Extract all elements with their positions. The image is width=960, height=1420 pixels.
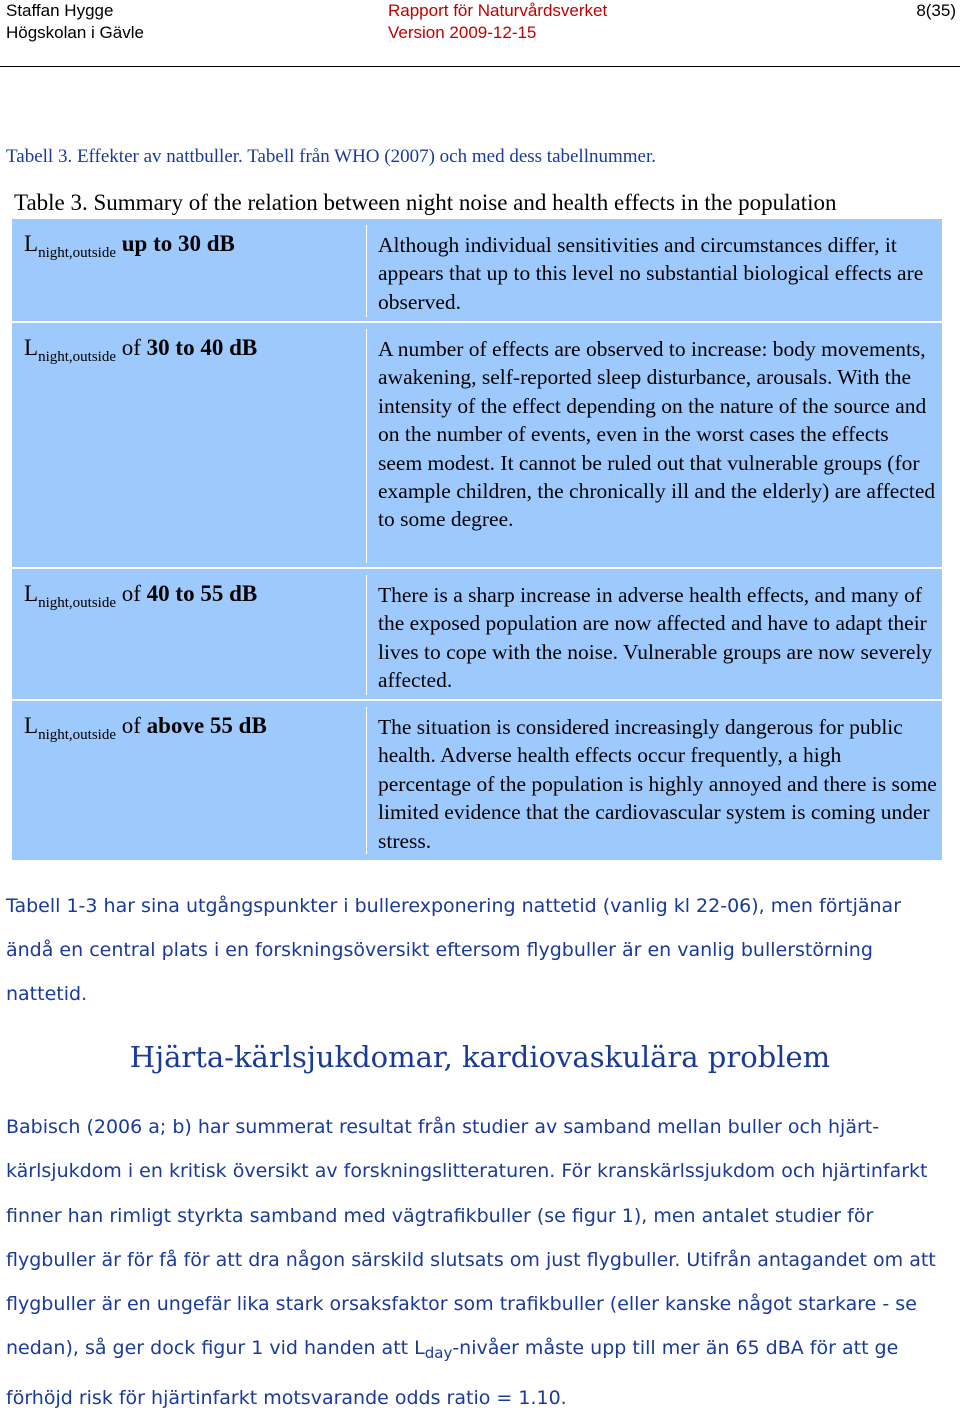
column-divider (366, 329, 367, 563)
header-author: Staffan Hygge (6, 1, 114, 20)
page-header (0, 0, 960, 68)
column-divider (366, 707, 367, 854)
header-rule (0, 66, 960, 67)
table-row (12, 219, 942, 323)
noise-level-cell: $L_{night,outside}$ of 40 to 55 dB (24, 581, 258, 611)
header-institution: Högskolan i Gävle (6, 23, 144, 42)
column-divider (366, 575, 367, 695)
body-paragraph: Babisch (2006 a; b) har summerat resultat från studier av samband mellan buller och hjärt-kärlsjukdom i en kritisk översikt av forskningslitteraturen. För kranskärlssjukdom och hjärtinfarkt finner han rimligt styrkta samband med vägtrafikbuller (se figur 1), men antalet studier för flygbuller är för få för att dra någon särskild slutsats om just flygbuller. Utifrån antagandet om att flygbuller är en ungefär lika stark orsaksfaktor som trafikbuller (eller kanske något starkare - se nedan), så ger dock figur 1 vid handen att $L_{day}$-nivåer måste upp till mer än 65 dBA för att ge förhöjd risk för hjärtinfarkt motsvarande odds ratio = 1.10. (6, 1116, 936, 1409)
column-divider (366, 225, 367, 317)
section-heading: Hjärta-kärlsjukdomar, kardiovaskulära problem (129, 1040, 831, 1074)
table-caption: Tabell 3. Effekter av nattbuller. Tabell från WHO (2007) och med dess tabellnummer. (6, 146, 657, 167)
noise-level-cell: $L_{night,outside}$ of 30 to 40 dB (24, 335, 258, 365)
body-paragraph: Tabell 1-3 har sina utgångspunkter i bullerexponering nattetid (vanlig kl 22-06), men förtjänar ändå en central plats i en forskningsöversikt eftersom flygbuller är en vanlig bullerstörning nattetid. (6, 895, 902, 1005)
health-effect-cell: Although individual sensitivities and circumstances differ, it appears that up to this level no substantial biological effects are observed. (378, 233, 924, 314)
table-title: Table 3. Summary of the relation between night noise and health effects in the population (14, 190, 837, 215)
table-row (12, 701, 942, 860)
header-right (916, 0, 956, 22)
noise-level-cell: $L_{night,outside}$ up to 30 dB (24, 231, 235, 261)
health-effect-cell: A number of effects are observed to increase: body movements, awakening, self-reported sleep disturbance, arousals. With the intensity of the effect depending on the nature of the source and on the number of events, even in the worst cases the effects seem modest. It cannot be ruled out that vulnerable groups (for example children, the chronically ill and the elderly) are affected to some degree. (378, 337, 936, 532)
header-report: Rapport för Naturvårdsverket (388, 1, 608, 20)
header-version: Version 2009-12-15 (388, 23, 537, 42)
health-effect-cell: There is a sharp increase in adverse health effects, and many of the exposed population are now affected and have to adapt their lives to cope with the noise. Vulnerable groups are now severely affected. (378, 583, 933, 693)
noise-effects-table (12, 219, 942, 860)
health-effect-cell: The situation is considered increasingly dangerous for public health. Adverse health effects occur frequently, a high percentage of the population is highly annoyed and there is some limited evidence that the cardiovascular system is coming under stress. (378, 715, 937, 853)
header-page-number: 8(35) (916, 1, 956, 20)
header-left (6, 0, 144, 44)
header-center (388, 0, 607, 44)
noise-level-cell: $L_{night,outside}$ of above 55 dB (24, 713, 267, 743)
table-row (12, 569, 942, 701)
table-row (12, 323, 942, 569)
